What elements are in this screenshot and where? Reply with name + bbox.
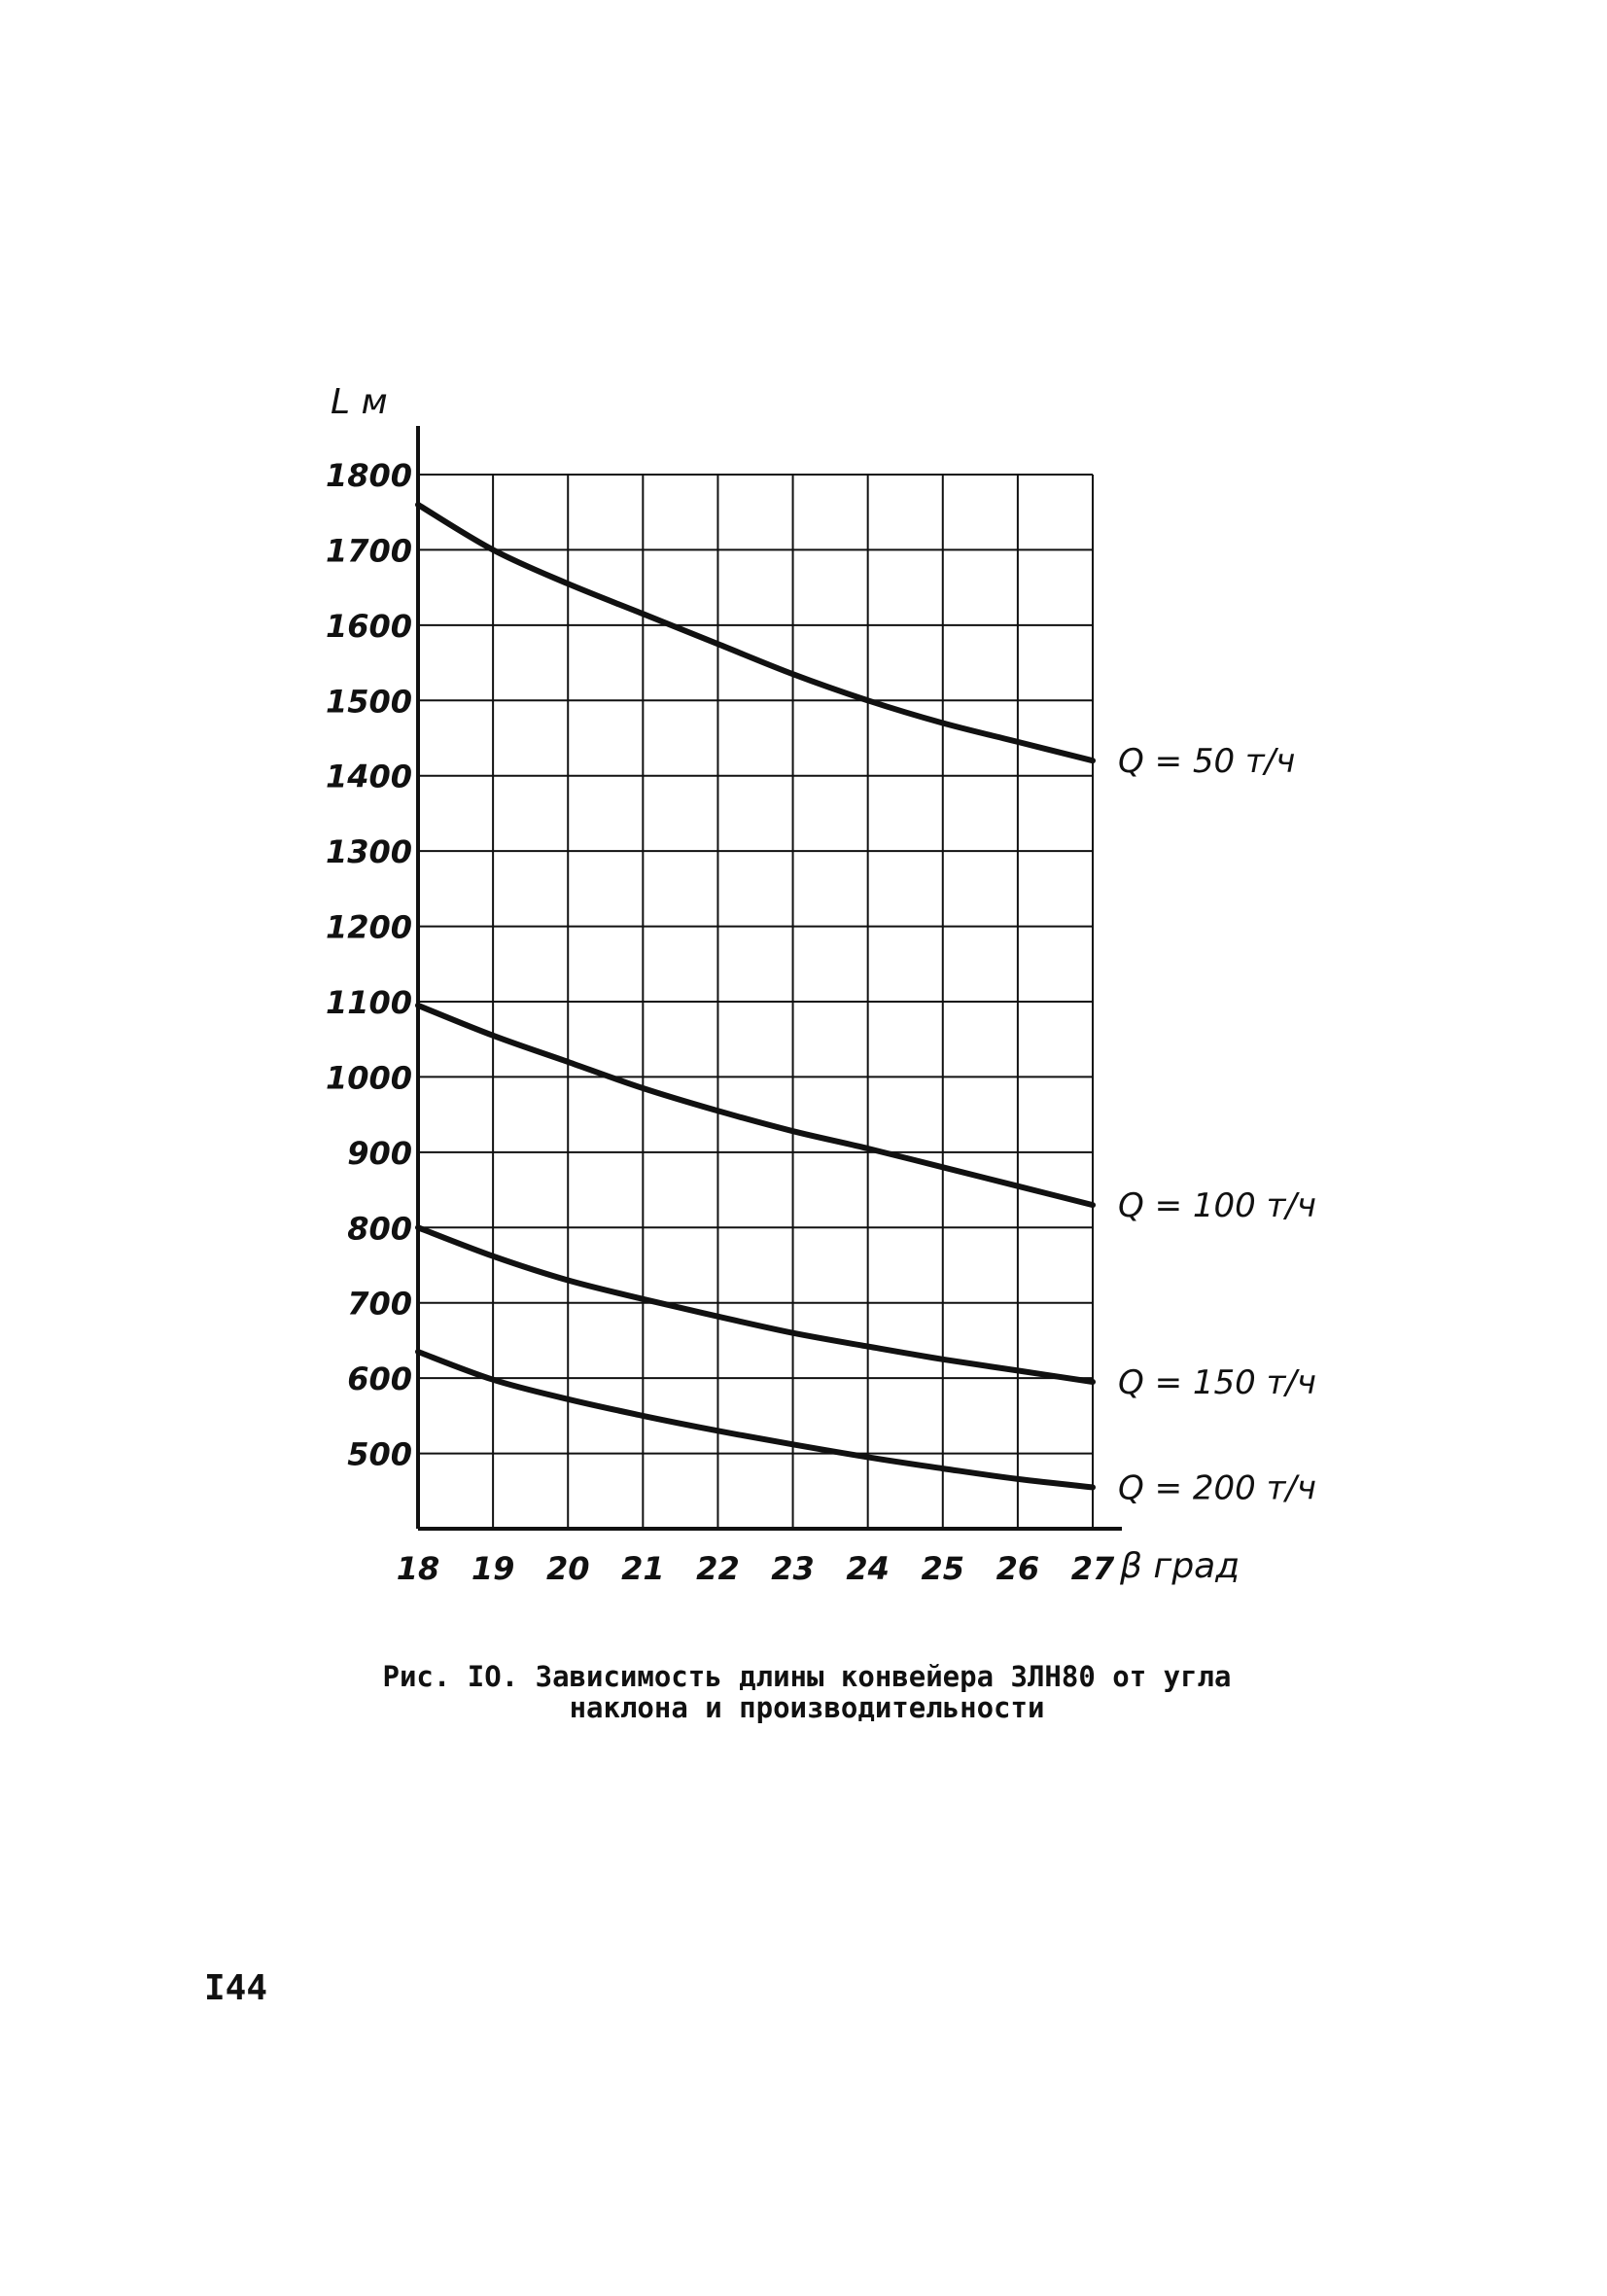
x-tick-label-23: 23 [771, 1550, 815, 1587]
x-tick-label-25: 25 [921, 1550, 965, 1587]
x-tick-label-26: 26 [996, 1550, 1040, 1587]
x-tick-labels [397, 1550, 1115, 1587]
y-axis-label: L м [331, 382, 388, 422]
chart-series [418, 505, 1093, 1487]
y-tick-label-1400: 1400 [325, 758, 412, 795]
y-tick-label-1500: 1500 [325, 683, 412, 721]
x-tick-label-24: 24 [846, 1550, 890, 1587]
x-tick-label-27: 27 [1070, 1550, 1115, 1587]
caption-line-2: наклона и производительности [569, 1691, 1045, 1724]
series-line-2 [418, 1006, 1093, 1205]
y-tick-label-1800: 1800 [325, 457, 412, 494]
y-tick-label-1200: 1200 [325, 908, 412, 946]
x-tick-label-18: 18 [396, 1550, 440, 1587]
series-line-3 [418, 1227, 1093, 1382]
x-tick-label-20: 20 [545, 1550, 590, 1587]
x-tick-label-19: 19 [471, 1550, 515, 1587]
series-label-3: Q = 150 т/ч [1118, 1363, 1316, 1403]
caption-line-1: Рис. IO. Зависимость длины конвейера 3ЛН80 от угла [382, 1660, 1232, 1693]
series-labels [1118, 742, 1316, 1507]
x-tick-label-22: 22 [696, 1550, 740, 1587]
series-label-2: Q = 100 т/ч [1118, 1186, 1316, 1226]
chart-grid [418, 475, 1093, 1529]
y-tick-label-600: 600 [347, 1360, 412, 1398]
figure-caption [321, 1661, 1293, 1723]
y-tick-label-1000: 1000 [325, 1059, 412, 1097]
x-tick-label-21: 21 [621, 1550, 665, 1587]
y-tick-labels [326, 457, 412, 1473]
chart-axes [418, 426, 1122, 1529]
y-tick-label-500: 500 [347, 1435, 412, 1473]
y-tick-label-1300: 1300 [325, 833, 412, 871]
series-line-4 [418, 1352, 1093, 1487]
series-label-1: Q = 50 т/ч [1118, 742, 1296, 782]
series-label-4: Q = 200 т/ч [1118, 1468, 1316, 1508]
y-tick-label-1600: 1600 [325, 607, 412, 645]
x-axis-label: β град [1120, 1546, 1240, 1586]
y-tick-label-800: 800 [347, 1210, 412, 1248]
y-tick-label-1100: 1100 [325, 984, 412, 1021]
y-tick-label-1700: 1700 [325, 532, 412, 570]
page-number: I44 [204, 1968, 268, 2008]
y-tick-label-900: 900 [347, 1134, 412, 1172]
y-tick-label-700: 700 [347, 1285, 412, 1323]
series-line-1 [418, 505, 1093, 760]
